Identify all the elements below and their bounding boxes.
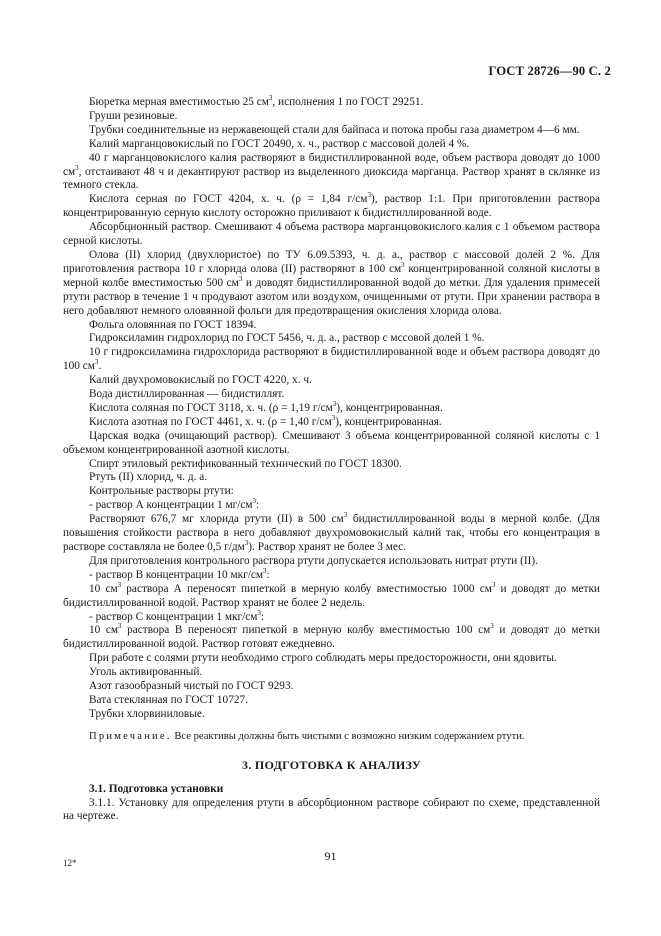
text-run: - раствор А концентрации 1 мг/см [89,499,253,512]
text-run: Царская водка (очищающий раствор). Смешивают 3 объема концентрированной соляной кислоты с 1 объемом концентрированной азотной кислоты. [63,429,600,456]
text-run: Контрольные растворы ртути: [89,485,234,498]
text-run: Ртуть (II) хлорид, ч. д. а. [89,471,208,484]
paragraph-p30 [63,694,600,708]
text-run: Трубки хлорвиниловые. [89,707,205,720]
paragraph-p22 [63,555,600,569]
text-run: Калий марганцовокислый по ГОСТ 20490, х. ч., раствор с массовой долей 4 %. [89,137,470,150]
paragraph-p6 [63,193,600,221]
superscript: 3 [75,163,79,172]
text-run: Олова (II) хлорид (двухлористое) по ТУ 6.09.5393, ч. д. а., раствор с массовой долей 2 %. Для приготовления раствора 10 г хлорида олова (II) растворяют в 100 см [63,248,600,275]
note [63,730,600,744]
text-run: , отстаивают 48 ч и декантируют раствор из выделенного диоксида марганца. Раствор хранят в склянке из темного стекла. [63,165,600,192]
paragraph-p25 [63,608,600,625]
superscript: 3 [490,622,494,631]
subsection-text: 3.1.1. Установку для определения ртути в абсорбционном растворе собирают по схеме, представленной на чертеже. [63,796,600,823]
text-run: раствора А переносят пипеткой в мерную колбу вместимостью 1000 см [121,582,492,595]
text-run: 40 г марганцовокислого калия растворяют в бидистиллированной воде, объем раствора доводят до 1000 см [63,151,600,178]
text-run: и доводят бидистиллированной водой до метки. Для удаления примесей ртути раствор в течение 1 ч продувают азотом или воздухом, очищенными от ртути. При хранении раствора в него добавляют немного оловянной фольги для предотвращения окисления хлорида олова. [63,276,600,317]
paragraph-p23 [63,569,600,583]
paragraph-p1 [63,96,600,110]
superscript: 3 [331,414,336,423]
text-run: - раствор В концентрации 10 мкг/см [89,568,264,581]
paragraph-p17 [63,458,600,472]
paragraph-list [63,96,600,722]
paragraph-p16 [63,430,600,458]
paragraph-p21 [63,513,600,555]
text-run: 10 см [89,582,118,595]
text-run: 10 см [89,624,119,637]
text-run: : [260,610,265,623]
paragraph-p31 [63,708,600,722]
paragraph-p7 [63,221,600,249]
paragraph-p26 [63,624,600,652]
text-run: и доводят до метки бидистиллированной водой. Раствор хранят не более 2 недель. [63,582,600,609]
text-run: бидистиллированной воды в мерной колбе. (Для повышения стойкости раствора в него добавляют двухромовокислый калий так, чтобы его концентрация в растворе составляла не более 0,5 г/дм [63,513,600,553]
note-text: Все реактивы должны быть чистыми с возможно низким содержанием ртути. [171,730,525,742]
text-run: Вата стеклянная по ГОСТ 10727. [89,693,248,706]
text-run: ). Раствор хранят не более 3 мес. [248,541,407,553]
paragraph-p19 [63,485,600,499]
paragraph-p4 [63,138,600,152]
paragraph-p13 [63,388,600,402]
paragraph-p9 [63,319,600,333]
paragraph-p24 [63,580,600,611]
text-run: Кислота соляная по ГОСТ 3118, х. ч. (ρ = 1,19 г/см [89,401,333,414]
section-title: 3. ПОДГОТОВКА К АНАЛИЗУ [242,757,421,772]
text-run: Уголь активированный. [89,666,203,679]
text-run: Азот газообразный чистый по ГОСТ 9293. [89,680,294,693]
text-run: Трубки соединительные из нержавеющей стали для байпаса и потока пробы газа диаметром 4—6 мм. [89,123,580,136]
paragraph-p12 [63,374,600,388]
superscript: 3 [94,358,99,367]
text-run: Калий двухромовокислый по ГОСТ 4220, х. ч. [89,374,312,387]
text-run: 10 г гидроксиламина гидрохлорида растворяют в бидистиллированной воде и объем раствора доводят до 100 см [63,346,600,373]
footer-mark: 12* [63,858,77,868]
subsection-title: 3.1. Подготовка установки [89,782,224,795]
text-run: : [266,568,270,581]
text-run: Кислота азотная по ГОСТ 4461, х. ч. (ρ = 1,40 г/см [89,415,332,428]
text-run: Фольга оловянная по ГОСТ 18394. [89,318,257,331]
superscript: 3 [257,608,261,617]
page-header: ГОСТ 28726—90 С. 2 [488,64,611,78]
text-run: , исполнения 1 по ГОСТ 29251. [272,96,424,108]
text-run: раствора В переносят пипеткой в мерную колбу вместимостью 100 см [121,624,491,637]
text-run: При работе с солями ртути необходимо строго соблюдать меры предосторожности, они ядовиты. [89,652,557,665]
superscript: 3 [117,580,122,589]
paragraph-p11 [63,346,600,374]
text-run: ), раствор 1:1. При приготовлении раствора концентрированную серную кислоту осторожно приливают к бидистиллированной воде. [63,193,601,220]
text-run: - раствор С концентрации 1 мкг/см [89,610,258,623]
superscript: 3 [343,511,348,520]
text-run: ), концентрированная. [335,415,442,428]
text-run: Растворяют 676,7 мг хлорида ртути (II) в 500 см [89,513,344,526]
superscript: 3 [238,275,243,284]
paragraph-p10 [63,332,600,346]
paragraph-p5 [63,152,600,194]
superscript: 3 [367,191,371,200]
superscript: 3 [268,94,273,103]
text-run: Гидроксиламин гидрохлорид по ГОСТ 5456, ч. д. а., раствор с мссовой долей 1 %. [89,332,485,345]
paragraph-p3 [63,124,600,138]
superscript: 3 [263,567,267,576]
page-number: 91 [324,849,337,863]
text-run: Абсорбционный раствор. Смешивают 4 объема раствора марганцовокислого калия с 1 объемом раствора серной кислоты. [63,221,600,248]
text-run: Спирт этиловый ректификованный технический по ГОСТ 18300. [89,457,402,470]
text-run: ), концентрированная. [336,401,443,414]
text-run: Вода дистиллированная — бидистиллят. [89,388,285,401]
paragraph-p15 [63,416,600,430]
paragraph-p28 [63,666,600,680]
paragraph-p29 [63,680,600,694]
paragraph-p18 [63,471,600,485]
superscript: 3 [244,539,249,548]
text-run: Бюретка мерная вместимостью 25 см [89,96,269,108]
text-run: : [256,499,260,512]
text-run: концентрированной соляной кислоты в мерной колбе вместимостью 500 см [63,262,600,289]
paragraph-p2 [63,110,600,124]
superscript: 3 [118,622,122,631]
note-label: Примечание. [89,730,172,742]
text-run: Груши резиновые. [89,109,178,122]
text-run: Кислота серная по ГОСТ 4204, х. ч. (ρ = 1,84 г/см [89,193,368,206]
superscript: 3 [491,580,496,589]
paragraph-p27 [63,652,600,666]
text-run: . [98,360,102,373]
document-body [63,96,600,824]
superscript: 3 [332,400,337,409]
superscript: 3 [252,497,257,506]
paragraph-p8 [63,249,600,319]
paragraph-p20 [63,499,600,513]
superscript: 3 [401,261,405,270]
text-run: и доводят до метки бидистиллированной водой. Раствор готовят ежедневно. [63,624,600,651]
text-run: Для приготовления контрольного раствора ртути допускается использовать нитрат ртути (II). [89,554,538,567]
